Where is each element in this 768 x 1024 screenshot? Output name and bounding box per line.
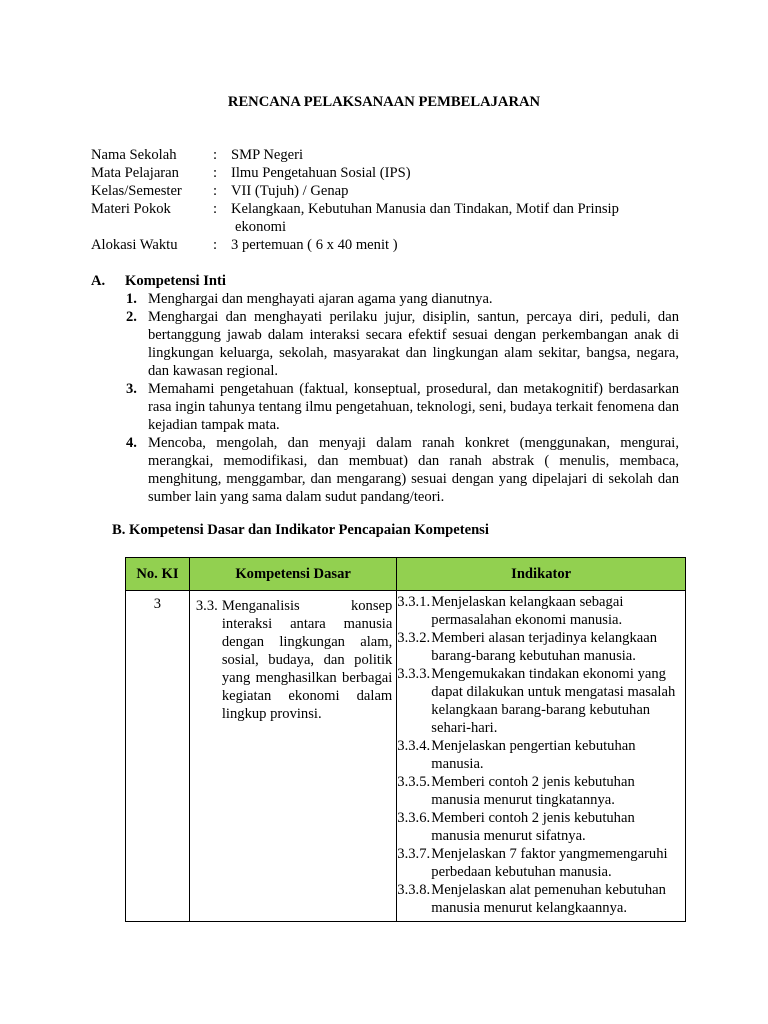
indicator-number: 3.3.4. <box>397 738 431 754</box>
list-text: Menghargai dan menghayati perilaku jujur, disiplin, santun, percaya diri, peduli, dan bertanggung jawab dalam interaksi secara efektif sesuai dengan perkembangan anak di lingkungan keluarga, sekolah, masyarakat dan lingkungan alam sekitar, bangsa, negara, dan kawasan regional. <box>148 309 679 379</box>
info-label: Mata Pelajaran <box>91 165 179 181</box>
indicator-number: 3.3.1. <box>397 594 431 610</box>
indicator-number: 3.3.3. <box>397 666 431 682</box>
info-label: Materi Pokok <box>91 201 171 217</box>
section-heading <box>91 272 679 290</box>
info-value: SMP Negeri <box>231 147 304 163</box>
header-indicator: Indikator <box>397 558 686 591</box>
info-value <box>231 200 651 236</box>
info-row-class <box>91 182 651 200</box>
info-label: Nama Sekolah <box>91 147 177 163</box>
table-header-row <box>126 558 686 591</box>
header-basic-competence: Kompetensi Dasar <box>189 558 396 591</box>
indicator-text: Memberi contoh 2 jenis kebutuhan manusia menurut tingkatannya. <box>431 774 635 808</box>
competence-table <box>125 557 686 922</box>
indicator-text: Menjelaskan alat pemenuhan kebutuhan manusia menurut kelangkaannya. <box>431 882 666 916</box>
page-title: RENCANA PELAKSANAAN PEMBELAJARAN <box>227 94 541 110</box>
identity-info <box>91 146 651 254</box>
indicator-item <box>397 737 683 773</box>
list-item <box>126 434 679 506</box>
list-text: Mencoba, mengolah, dan menyaji dalam ranah konkret (menggunakan, mengurai, merangkai, memodifikasi, dan membuat) dan ranah abstrak ( menulis, membaca, menghitung, menggambar, dan mengarang) sesuai dengan yang dipelajari di sekolah dan sumber lain yang sama dalam sudut pandang/teori. <box>148 435 679 505</box>
kd-text: Menganalisis konsep interaksi antara manusia dengan lingkungan alam, sosial, budaya, dan politik yang menghasilkan berbagai kegiatan ekonomi dalam lingkup provinsi. <box>221 598 393 722</box>
list-text: Menghargai dan menghayati ajaran agama yang dianutnya. <box>148 291 493 307</box>
indicator-item <box>397 809 683 845</box>
core-competence-section <box>91 272 679 506</box>
indicator-item <box>397 845 683 881</box>
core-competence-list <box>126 290 679 506</box>
info-value: Ilmu Pengetahuan Sosial (IPS) <box>231 165 411 181</box>
indicator-item <box>397 881 683 917</box>
info-label: Kelas/Semester <box>91 183 182 199</box>
indicator-item <box>397 773 683 809</box>
info-row-time <box>91 236 651 254</box>
info-row-material <box>91 200 651 236</box>
indicator-number: 3.3.2. <box>397 630 431 646</box>
kd-cell <box>189 591 396 922</box>
indicator-number: 3.3.7. <box>397 846 431 862</box>
info-value: 3 pertemuan ( 6 x 40 menit ) <box>231 237 398 253</box>
info-colon: : <box>213 237 218 253</box>
section-title: Kompetensi Inti <box>125 273 226 289</box>
list-item <box>126 308 679 380</box>
info-colon: : <box>213 183 218 199</box>
ki-cell: 3 <box>126 591 190 922</box>
info-row-subject <box>91 164 651 182</box>
indicator-text: Mengemukakan tindakan ekonomi yang dapat dilakukan untuk mengatasi masalah kelangkaan barang-barang kebutuhan sehari-hari. <box>431 666 676 736</box>
indicator-number: 3.3.8. <box>397 882 431 898</box>
info-value-line: ekonomi <box>235 219 287 235</box>
indicator-text: Menjelaskan 7 faktor yangmemengaruhi perbedaan kebutuhan manusia. <box>431 846 668 880</box>
info-colon: : <box>213 147 218 163</box>
info-row-school <box>91 146 651 164</box>
indicator-text: Memberi alasan terjadinya kelangkaan barang-barang kebutuhan manusia. <box>431 630 657 664</box>
info-value: VII (Tujuh) / Genap <box>231 183 349 199</box>
basic-competence-heading: B. Kompetensi Dasar dan Indikator Pencapaian Kompetensi <box>112 522 489 538</box>
indicator-item <box>397 665 683 737</box>
header-no-ki: No. KI <box>126 558 190 591</box>
kd-number: 3.3. <box>195 598 218 614</box>
table-row <box>126 591 686 922</box>
list-text: Memahami pengetahuan (faktual, konseptual, prosedural, dan metakognitif) berdasarkan rasa ingin tahunya tentang ilmu pengetahuan, teknologi, seni, budaya terkait fenomena dan kejadian tampak mata. <box>148 381 679 433</box>
list-item <box>126 290 679 308</box>
indicator-text: Menjelaskan kelangkaan sebagai permasalahan ekonomi manusia. <box>431 594 624 628</box>
indicator-text: Menjelaskan pengertian kebutuhan manusia. <box>431 738 636 772</box>
list-number: 2. <box>126 309 137 325</box>
indicator-cell <box>397 591 686 922</box>
indicator-item <box>397 593 683 629</box>
info-label: Alokasi Waktu <box>91 237 178 253</box>
info-colon: : <box>213 201 218 217</box>
indicator-item <box>397 629 683 665</box>
indicator-number: 3.3.6. <box>397 810 431 826</box>
list-number: 1. <box>126 291 137 307</box>
section-letter: A. <box>91 273 106 289</box>
indicator-number: 3.3.5. <box>397 774 431 790</box>
list-number: 4. <box>126 435 137 451</box>
indicator-text: Memberi contoh 2 jenis kebutuhan manusia menurut sifatnya. <box>431 810 635 844</box>
info-value-line: Kelangkaan, Kebutuhan Manusia dan Tindakan, Motif dan Prinsip <box>231 201 619 217</box>
info-colon: : <box>213 165 218 181</box>
list-number: 3. <box>126 381 137 397</box>
list-item <box>126 380 679 434</box>
kd-entry <box>196 597 392 723</box>
